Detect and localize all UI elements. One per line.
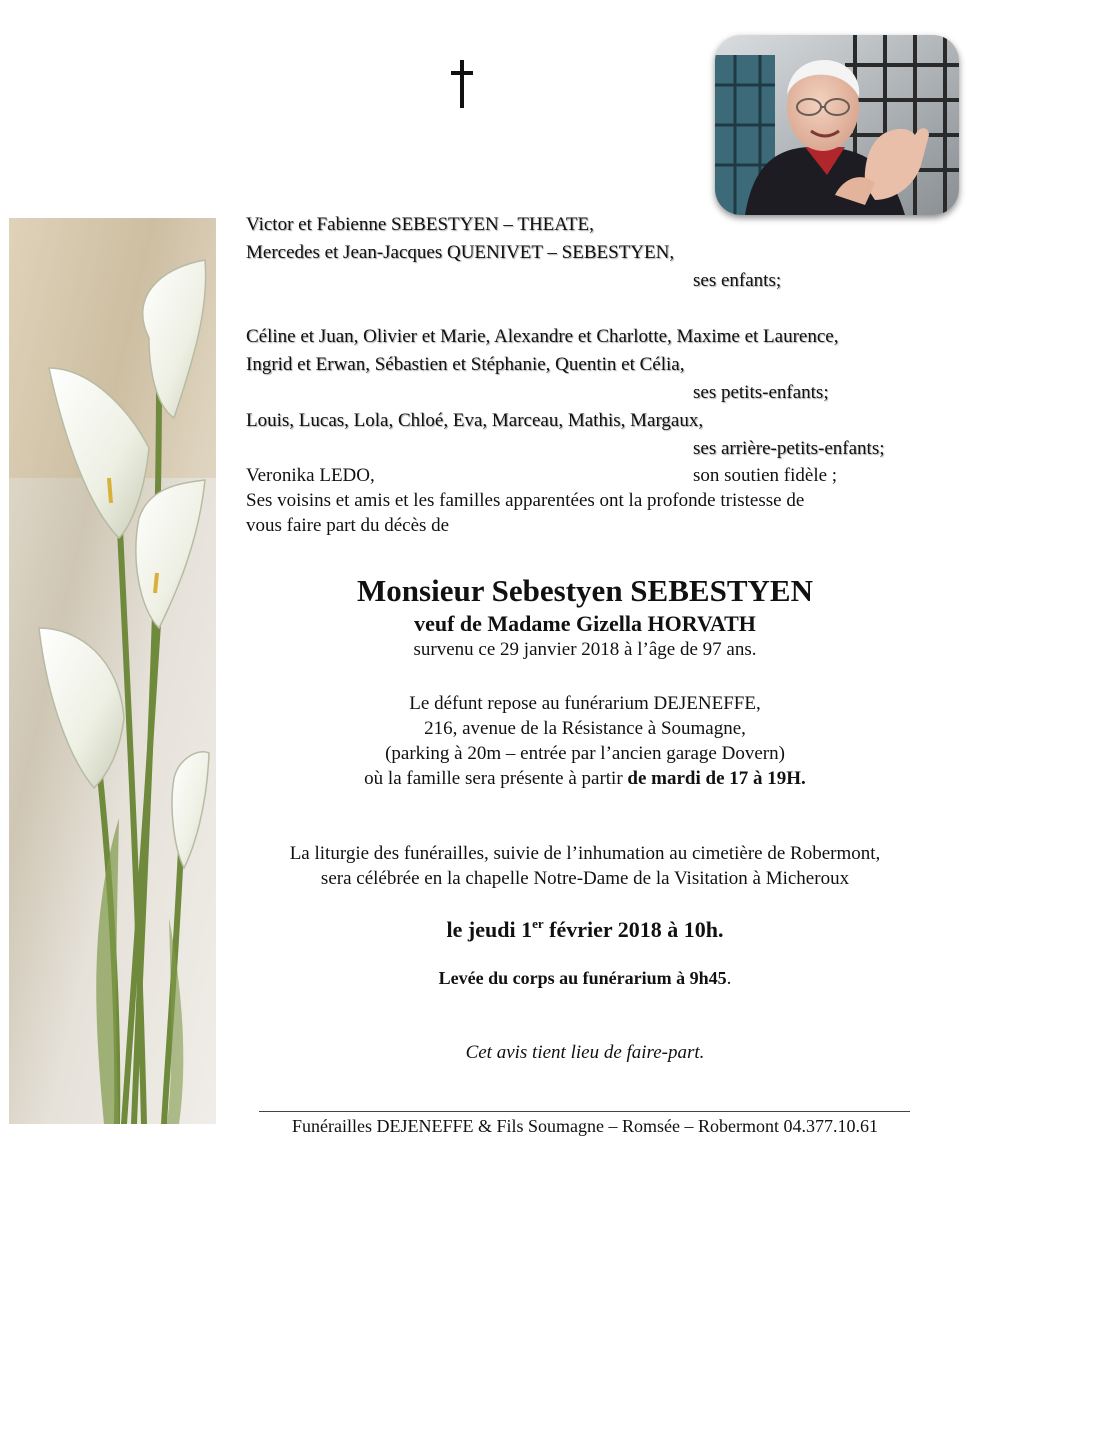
- grandchildren-line-1: Céline et Juan, Olivier et Marie, Alexandre et Charlotte, Maxime et Laurence,: [246, 326, 839, 347]
- great-grandchildren-label: ses arrière-petits-enfants;: [693, 438, 885, 459]
- service-line-1: La liturgie des funérailles, suivie de l’inhumation au cimetière de Robermont,: [289, 843, 881, 864]
- footer-divider: [259, 1111, 910, 1112]
- service-date-prefix: le jeudi 1: [446, 917, 533, 942]
- children-label: ses enfants;: [693, 270, 782, 291]
- carer-name: Veronika LEDO,: [246, 465, 375, 486]
- grandchildren-label: ses petits-enfants;: [693, 382, 829, 403]
- service-date-sup: er: [532, 916, 544, 931]
- great-grandchildren-line: Louis, Lucas, Lola, Chloé, Eva, Marceau, Mathis, Margaux,: [246, 410, 704, 431]
- notice-text: Cet avis tient lieu de faire-part.: [465, 1042, 705, 1063]
- viewing-line-2: 216, avenue de la Résistance à Soumagne,: [424, 718, 746, 739]
- viewing-line-4-prefix: où la famille sera présente à partir: [364, 768, 628, 789]
- viewing-hours: de mardi de 17 à 19H.: [627, 768, 806, 789]
- levee-du-corps: [246, 966, 924, 991]
- intro-line-2: vous faire part du décès de: [246, 515, 450, 536]
- service-date-suffix: février 2018 à 10h.: [543, 917, 724, 942]
- service-date: [246, 916, 924, 944]
- children-line-2: Mercedes et Jean-Jacques QUENIVET – SEBESTYEN,: [246, 242, 675, 263]
- portrait-photo: [715, 35, 959, 215]
- viewing-line-1: Le défunt repose au funérarium DEJENEFFE,: [409, 693, 761, 714]
- intro-line-1: Ses voisins et amis et les familles apparentées ont la profonde tristesse de: [246, 490, 805, 511]
- death-date: survenu ce 29 janvier 2018 à l’âge de 97 ans.: [413, 639, 757, 660]
- levee-text: Levée du corps au funérarium à 9h45: [438, 968, 727, 988]
- deceased-name: Monsieur Sebestyen SEBESTYEN: [357, 573, 813, 608]
- cross-icon: [449, 60, 475, 108]
- levee-end: .: [726, 968, 732, 989]
- children-line-1: Victor et Fabienne SEBESTYEN – THEATE,: [246, 214, 594, 235]
- footer-text: Funérailles DEJENEFFE & Fils Soumagne – Romsée – Robermont 04.377.10.61: [292, 1116, 878, 1136]
- viewing-line-4: [246, 767, 924, 791]
- grandchildren-line-2: Ingrid et Erwan, Sébastien et Stéphanie, Quentin et Célia,: [246, 354, 685, 375]
- deceased-spouse: veuf de Madame Gizella HORVATH: [414, 611, 756, 636]
- carer-label: son soutien fidèle ;: [693, 465, 838, 486]
- service-line-2: sera célébrée en la chapelle Notre-Dame de la Visitation à Micheroux: [320, 868, 850, 889]
- viewing-line-3: (parking à 20m – entrée par l’ancien garage Dovern): [385, 743, 785, 764]
- calla-lily-illustration: [9, 218, 216, 1124]
